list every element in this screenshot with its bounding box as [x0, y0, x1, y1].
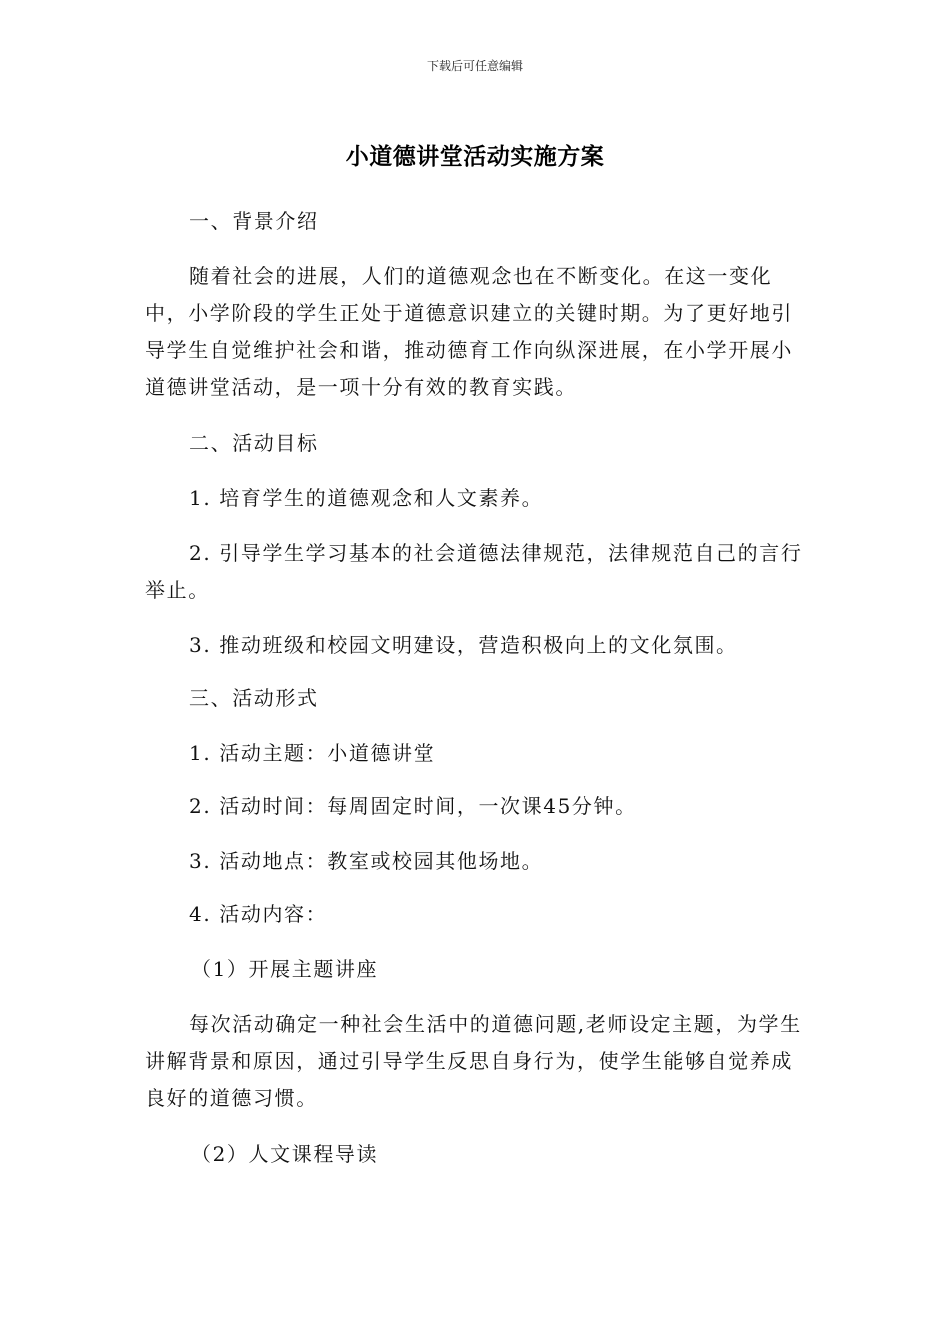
header-note: 下载后可任意编辑 [426, 59, 523, 73]
subheading-lecture: （1）开展主题讲座 [191, 957, 379, 981]
paragraph-background: 随着社会的进展，人们的道德观念也在不断变化。在这一变化中，小学阶段的学生正处于道德意识建立的关键时期。为了更好地引导学生自觉维护社会和谐，推动德育工作向纵深进展，在小学开展小道德讲堂活动，是一项十分有效的教育实践。 [145, 264, 793, 399]
document-title: 小道德讲堂活动实施方案 [345, 144, 605, 170]
format-item-time: 2. 活动时间：每周固定时间，一次课45分钟。 [189, 794, 637, 818]
format-item-theme: 1. 活动主题：小道德讲堂 [189, 741, 436, 765]
format-item-content: 4. 活动内容： [189, 902, 328, 926]
goal-item-1: 1. 培育学生的道德观念和人文素养。 [189, 486, 544, 510]
goal-item-3: 3. 推动班级和校园文明建设，营造积极向上的文化氛围。 [189, 633, 738, 657]
goal-item-2: 2. 引导学生学习基本的社会道德法律规范，法律规范自己的言行举止。 [145, 541, 803, 602]
subheading-reading: （2）人文课程导读 [191, 1142, 379, 1166]
section-heading-background: 一、背景介绍 [189, 209, 319, 233]
section-heading-format: 三、活动形式 [189, 686, 319, 710]
format-item-place: 3. 活动地点：教室或校园其他场地。 [189, 849, 544, 873]
section-heading-goals: 二、活动目标 [189, 431, 319, 455]
paragraph-lecture: 每次活动确定一种社会生活中的道德问题,老师设定主题，为学生讲解背景和原因，通过引导学生反思自身行为，使学生能够自觉养成良好的道德习惯。 [145, 1012, 802, 1110]
